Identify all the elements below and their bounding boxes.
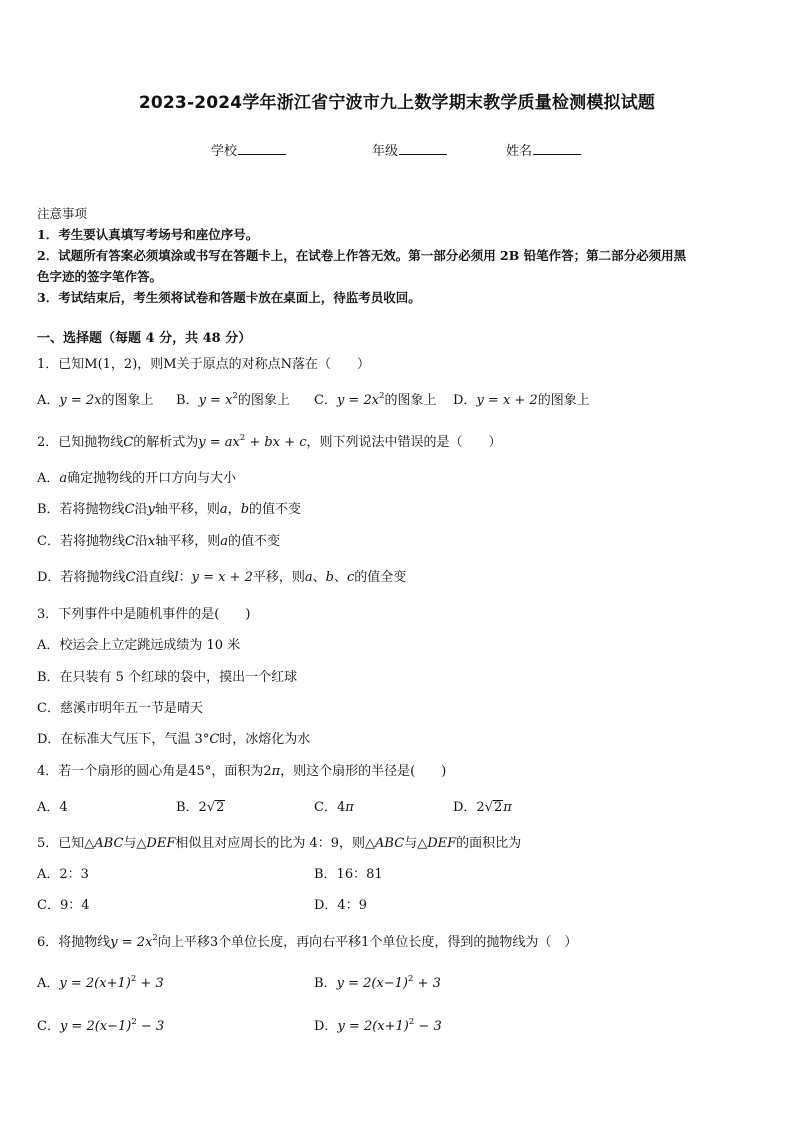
q2-option-a: A．a确定抛物线的开口方向与大小: [37, 471, 237, 486]
grade-label: 年级: [372, 144, 399, 159]
school-blank: [238, 142, 286, 155]
q1-option-c: C．$y = 2x^2$的图象上: [314, 391, 437, 408]
question-3-stem: 3．下列事件中是随机事件的是( ): [37, 607, 251, 622]
school-label: 学校: [211, 144, 238, 159]
q1-option-a: A．y = 2x的图象上: [37, 393, 154, 408]
notes-item: 色字迹的签字笔作答。: [37, 269, 163, 284]
name-label: 姓名: [506, 144, 533, 159]
q3-option-b: B．在只装有 5 个红球的袋中，摸出一个红球: [37, 670, 298, 685]
section-title: 一、选择题（每题 4 分，共 48 分）: [37, 331, 252, 346]
q2-option-c: C．若将抛物线C沿x轴平移，则a的值不变: [37, 534, 281, 549]
notes-item: 2．试题所有答案必须填涂或书写在答题卡上，在试卷上作答无效。第一部分必须用 2B 铅笔作答；第二部分必须用黑: [37, 248, 687, 263]
notes-heading: 注意事项: [37, 206, 88, 221]
q2-option-d: D．若将抛物线C沿直线l：y = x + 2平移，则a、b、c的值全变: [37, 570, 407, 585]
q3-option-d: D．在标准大气压下，气温 3°C时，冰熔化为水: [37, 732, 311, 747]
q5-option-b: B．16：81: [314, 867, 383, 882]
q6-option-c: C．$y = 2(x-1)^2 - 3$: [37, 1017, 165, 1034]
name-field: [506, 140, 581, 159]
q6-option-d: D．$y = 2(x+1)^2 - 3$: [314, 1017, 442, 1034]
question-2-stem: 2．已知抛物线C的解析式为$y = ax^2$ + bx + c，则下列说法中错误的是（ ）: [37, 433, 502, 450]
grade-blank: [399, 142, 447, 155]
name-blank: [533, 142, 581, 155]
q1-option-b: B．$y = x^2$的图象上: [176, 391, 290, 408]
notes-block: [37, 203, 759, 308]
q5-option-a: A．2：3: [37, 867, 89, 882]
q6-option-b: B．$y = 2(x-1)^2 + 3$: [314, 974, 441, 991]
q5-option-c: C．9：4: [37, 898, 90, 913]
q2-option-b: B．若将抛物线C沿y轴平移，则a，b的值不变: [37, 502, 302, 517]
page-title: 2023-2024学年浙江省宁波市九上数学期末教学质量检测模拟试题: [138, 93, 656, 113]
school-field: [211, 140, 286, 159]
question-1-stem: 1．已知M(1，2)，则M关于原点的对称点N落在（ ）: [37, 357, 370, 372]
q1-option-d: D．y = x + 2的图象上: [453, 393, 590, 408]
question-4-stem: 4．若一个扇形的圆心角是45°，面积为2π，则这个扇形的半径是( ): [37, 764, 447, 779]
q3-option-a: A．校运会上立定跳远成绩为 10 米: [37, 638, 241, 653]
notes-item: 3．考试结束后，考生须将试卷和答题卡放在桌面上，待监考员收回。: [37, 290, 421, 305]
q4-option-a: A．4: [37, 800, 68, 815]
grade-field: [372, 140, 447, 159]
q4-option-c: C．4π: [314, 800, 354, 815]
q4-option-d: D．2√2π: [453, 800, 512, 815]
question-5-stem: 5．已知△ABC与△DEF相似且对应周长的比为 4：9，则△ABC与△DEF的面积比为: [37, 836, 522, 851]
q3-option-c: C．慈溪市明年五一节是晴天: [37, 701, 203, 716]
question-6-stem: 6．将抛物线$y = 2x^2$向上平移3个单位长度，再向右平移1个单位长度，得到的抛物线为（ ）: [37, 933, 578, 950]
q5-option-d: D．4：9: [314, 898, 367, 913]
q6-option-a: A．$y = 2(x+1)^2 + 3$: [37, 974, 164, 991]
notes-item: 1．考生要认真填写考场号和座位序号。: [37, 227, 259, 242]
q4-option-b: B．2√2: [176, 800, 225, 815]
